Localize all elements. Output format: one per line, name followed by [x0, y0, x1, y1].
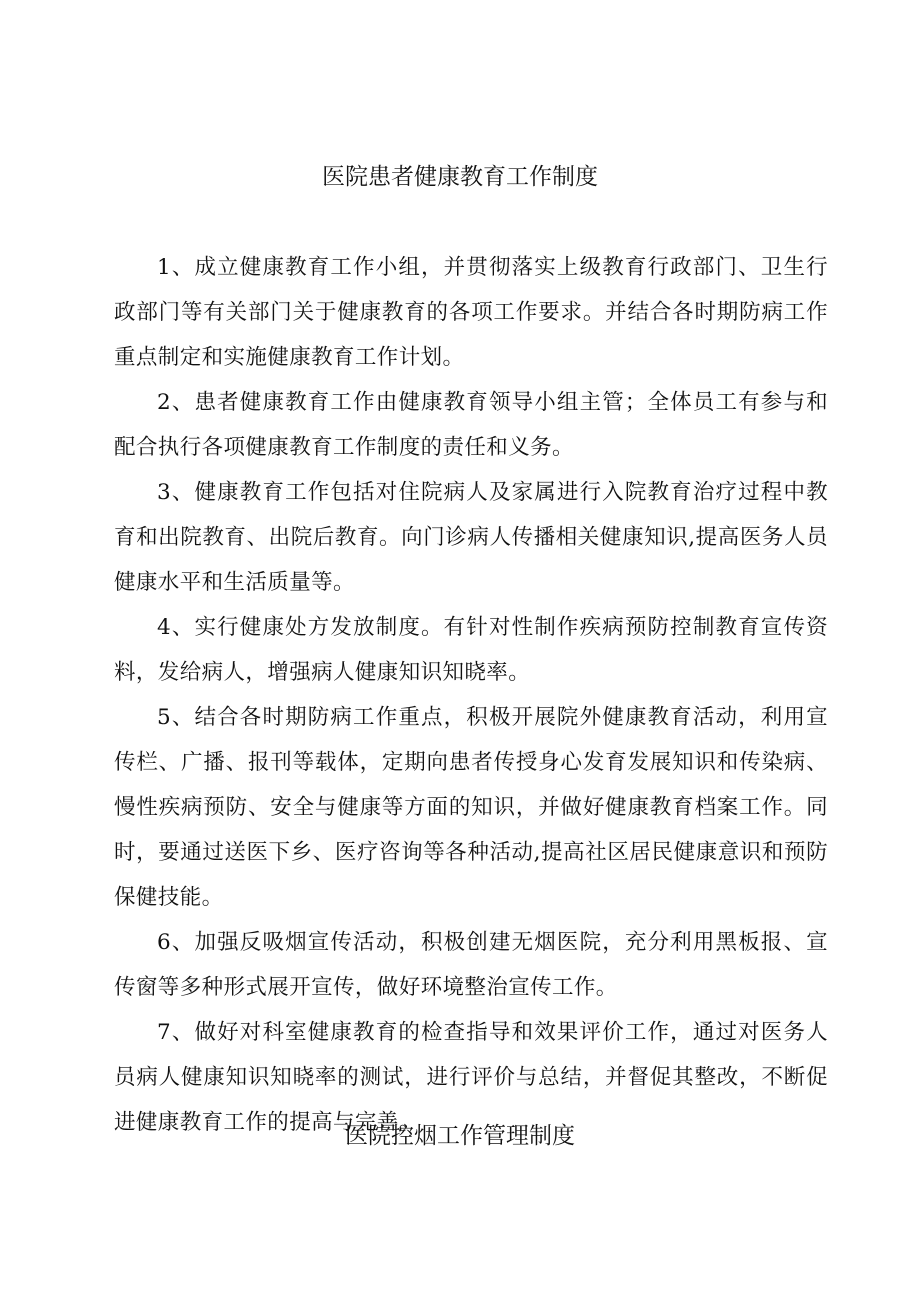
document-title: 医院患者健康教育工作制度 — [322, 164, 598, 190]
paragraph-6: 6、加强反吸烟宣传活动，积极创建无烟医院，充分利用黑板报、宣传窗等多种形式展开宣传，做好环境整治宣传工作。 — [114, 930, 828, 1000]
paragraph-2: 2、患者健康教育工作由健康教育领导小组主管；全体员工有参与和配合执行各项健康教育工作制度的责任和义务。 — [114, 390, 828, 460]
paragraph-7: 7、做好对科室健康教育的检查指导和效果评价工作，通过对医务人员病人健康知识知晓率的测试，进行评价与总结，并督促其整改，不断促进健康教育工作的提高与完善。 — [114, 1020, 828, 1135]
document-body — [114, 245, 828, 1145]
next-section-title: 医院控烟工作管理制度 — [345, 1123, 575, 1149]
paragraph-1: 1、成立健康教育工作小组，并贯彻落实上级教育行政部门、卫生行政部门等有关部门关于健康教育的各项工作要求。并结合各时期防病工作重点制定和实施健康教育工作计划。 — [114, 255, 828, 370]
paragraph-3: 3、健康教育工作包括对住院病人及家属进行入院教育治疗过程中教育和出院教育、出院后教育。向门诊病人传播相关健康知识,提高医务人员健康水平和生活质量等。 — [114, 480, 828, 595]
paragraph-5: 5、结合各时期防病工作重点，积极开展院外健康教育活动，利用宣传栏、广播、报刊等载体，定期向患者传授身心发育发展知识和传染病、慢性疾病预防、安全与健康等方面的知识，并做好健康教育档案工作。同时，要通过送医下乡、医疗咨询等各种活动,提高社区居民健康意识和预防保健技能。 — [114, 705, 828, 910]
paragraph-4: 4、实行健康处方发放制度。有针对性制作疾病预防控制教育宣传资料，发给病人，增强病人健康知识知晓率。 — [114, 615, 828, 685]
